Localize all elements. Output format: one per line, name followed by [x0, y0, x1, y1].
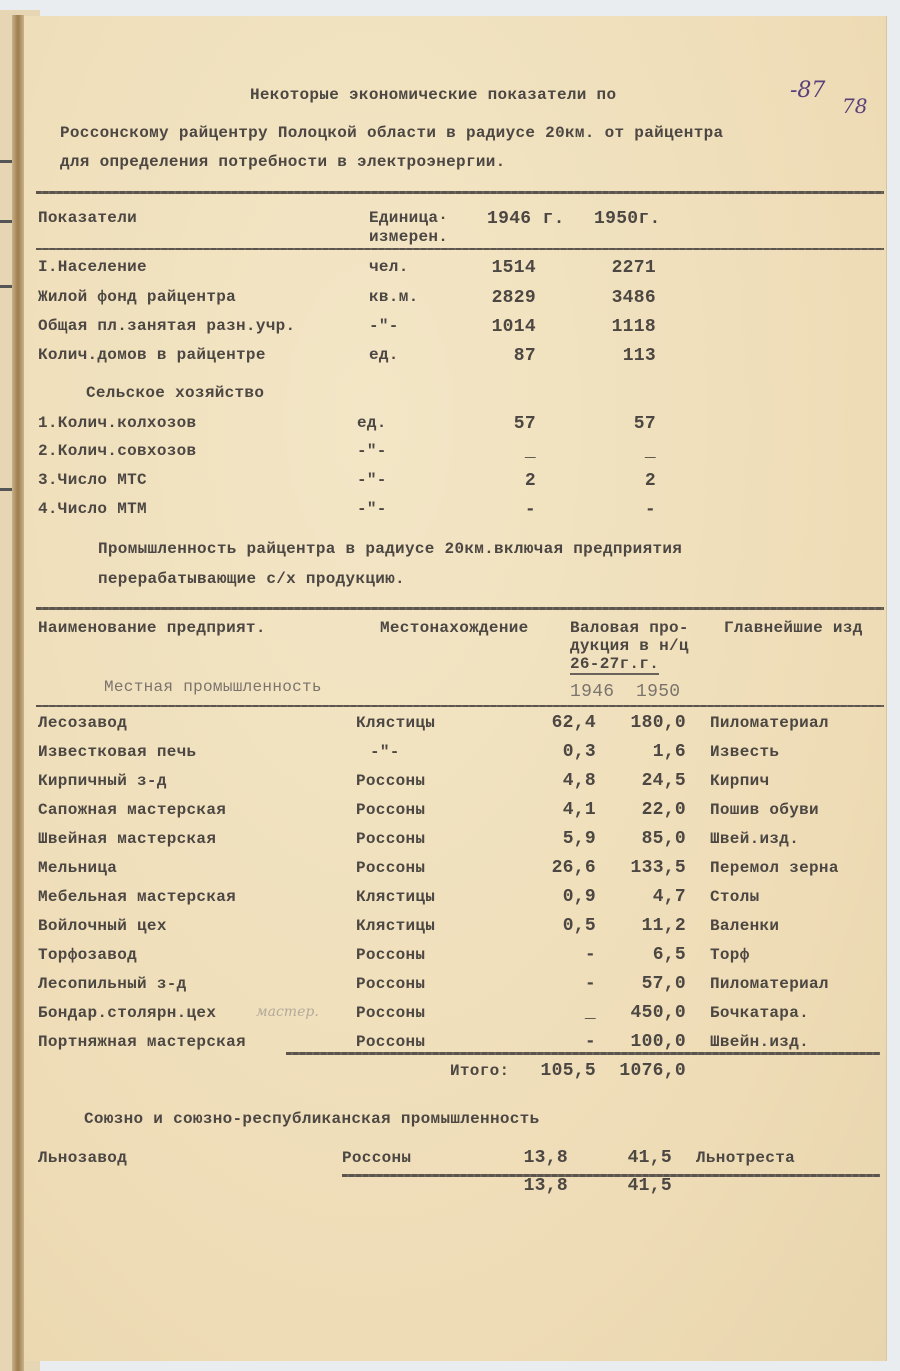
enterprise-name: Портняжная мастерская — [38, 1033, 246, 1051]
table1-row-1950: 1118 — [611, 317, 656, 337]
table2-header-products: Главнейшие изд — [724, 619, 863, 637]
total-label: Итого: — [450, 1062, 510, 1080]
enterprise-name: Торфозавод — [38, 946, 138, 964]
union-industry-heading: Союзно и союзно-республиканская промышленность — [84, 1110, 540, 1128]
enterprise-1946: 62,4 — [551, 713, 596, 733]
agri-row-name: 3.Число МТС — [38, 471, 147, 489]
enterprise-1950: 133,5 — [630, 858, 686, 878]
margin-mark — [0, 160, 12, 163]
enterprise-1950: 6,5 — [652, 945, 686, 965]
enterprise-1950: 180,0 — [630, 713, 686, 733]
table2-header-name: Наименование предприят. — [38, 619, 266, 637]
title-line-1: Некоторые экономические показатели по — [250, 86, 617, 104]
local-industry-heading: Местная промышленность — [104, 678, 322, 696]
agriculture-heading: Сельское хозяйство — [86, 384, 265, 402]
enterprise-location: Россоны — [356, 1004, 426, 1022]
table2-header-gross-2: дукция в н/ц — [570, 637, 689, 655]
enterprise-location: Россоны — [356, 830, 426, 848]
enterprise-1950: 11,2 — [641, 916, 686, 936]
enterprise-product: Пиломатериал — [710, 975, 829, 993]
enterprise-product: Валенки — [710, 917, 780, 935]
table1-header-1946: 1946 г. — [487, 209, 565, 229]
enterprise-product: Известь — [710, 743, 780, 761]
table1-row-1946: 1514 — [491, 258, 536, 278]
table1-row-1950: 2271 — [611, 258, 656, 278]
margin-mark — [0, 220, 12, 223]
agri-row-1946: 57 — [513, 414, 536, 434]
table1-header-indicator: Показатели — [38, 209, 138, 227]
enterprise-name: Кирпичный з-д — [38, 772, 167, 790]
enterprise-product: Бочкатара. — [710, 1004, 810, 1022]
agri-row-1946: 2 — [524, 471, 536, 491]
enterprise-location: Россоны — [356, 946, 426, 964]
enterprise-product: Кирпич — [710, 772, 770, 790]
enterprise-name: Швейная мастерская — [38, 830, 217, 848]
enterprise-location: Клястицы — [356, 917, 436, 935]
enterprise-location: Россоны — [356, 859, 426, 877]
enterprise-1946: - — [584, 945, 596, 965]
agri-row-unit: ед. — [357, 414, 387, 432]
table1-row-unit: чел. — [369, 258, 409, 276]
binding-spine — [12, 15, 24, 1371]
table1-header-rule — [36, 248, 884, 250]
enterprise-1950: 41,5 — [627, 1148, 672, 1168]
enterprise-1950: 24,5 — [641, 771, 686, 791]
enterprise-product: Торф — [710, 946, 750, 964]
enterprise-name: Войлочный цех — [38, 917, 167, 935]
enterprise-1950: 22,0 — [641, 800, 686, 820]
agri-row-name: 1.Колич.колхозов — [38, 414, 197, 432]
enterprise-1946: 0,9 — [562, 887, 596, 907]
enterprise-product: Льнотреста — [696, 1149, 796, 1167]
union-total-1950: 41,5 — [627, 1176, 672, 1196]
union-total-1946: 13,8 — [523, 1176, 568, 1196]
enterprise-location: -"- — [370, 743, 400, 761]
enterprise-name: Мельница — [38, 859, 118, 877]
enterprise-1946: - — [584, 974, 596, 994]
agri-row-name: 4.Число МТМ — [38, 500, 147, 518]
title-line-2: Россонскому райцентру Полоцкой области в радиусе 20км. от райцентра — [60, 124, 724, 142]
enterprise-1950: 4,7 — [652, 887, 686, 907]
enterprise-product: Швей.изд. — [710, 830, 800, 848]
agri-row-unit: -"- — [357, 471, 387, 489]
table1-top-rule — [36, 191, 884, 194]
handwritten-note: мастер. — [256, 1004, 319, 1020]
enterprise-location: Клястицы — [356, 888, 436, 906]
enterprise-location: Россоны — [356, 975, 426, 993]
total-1950: 1076,0 — [619, 1061, 686, 1081]
enterprise-name: Мебельная мастерская — [38, 888, 237, 906]
table1-row-unit: ед. — [369, 346, 399, 364]
agri-row-1950: 2 — [644, 471, 656, 491]
enterprise-product: Столы — [710, 888, 760, 906]
table1-header-1950: 1950г. — [594, 209, 661, 229]
enterprise-1946: 4,1 — [562, 800, 596, 820]
enterprise-1946: 0,5 — [562, 916, 596, 936]
subtotal-rule — [286, 1052, 880, 1055]
agri-row-unit: -"- — [357, 442, 387, 460]
document-page — [24, 16, 887, 1361]
table1-row-1946: 87 — [513, 346, 536, 366]
enterprise-location: Россоны — [356, 772, 426, 790]
table1-row-1946: 2829 — [491, 288, 536, 308]
enterprise-location: Клястицы — [356, 714, 436, 732]
enterprise-1950: 100,0 — [630, 1032, 686, 1052]
table1-row-name: I.Население — [38, 258, 147, 276]
title-line-3: для определения потребности в электроэнергии. — [60, 153, 506, 171]
table1-row-1950: 3486 — [611, 288, 656, 308]
agri-row-1946: - — [524, 500, 536, 520]
table2-header-gross: Валовая про- — [570, 619, 689, 637]
table1-row-unit: -"- — [369, 317, 399, 335]
enterprise-1946: 13,8 — [523, 1148, 568, 1168]
enterprise-product: Перемол зерна — [710, 859, 839, 877]
enterprise-1946: 4,8 — [562, 771, 596, 791]
table1-header-unit-2: измерен. — [369, 228, 449, 246]
enterprise-1950: 85,0 — [641, 829, 686, 849]
agri-row-1950: - — [644, 500, 656, 520]
table1-row-name: Жилой фонд райцентра — [38, 288, 237, 306]
enterprise-name: Сапожная мастерская — [38, 801, 227, 819]
enterprise-1946: _ — [584, 1003, 596, 1023]
industry-intro-line-1: Промышленность райцентра в радиусе 20км.включая предприятия — [98, 540, 683, 558]
agri-row-1946: _ — [524, 442, 536, 462]
agri-row-unit: -"- — [357, 500, 387, 518]
enterprise-1950: 1,6 — [652, 742, 686, 762]
archive-page-number: 78 — [842, 94, 868, 118]
table1-row-unit: кв.м. — [369, 288, 419, 306]
enterprise-1946: 0,3 — [562, 742, 596, 762]
enterprise-1946: 5,9 — [562, 829, 596, 849]
enterprise-name: Льнозавод — [38, 1149, 128, 1167]
table1-row-name: Общая пл.занятая разн.учр. — [38, 317, 296, 335]
table1-header-unit: Единица· — [369, 209, 449, 227]
enterprise-name: Лесопильный з-д — [38, 975, 187, 993]
table1-row-1950: 113 — [622, 346, 656, 366]
enterprise-location: Россоны — [342, 1149, 412, 1167]
table2-header-1950: 1950 — [636, 682, 681, 702]
enterprise-product: Пиломатериал — [710, 714, 829, 732]
total-1946: 105,5 — [540, 1061, 596, 1081]
table2-header-gross-3: 26-27г.г. — [570, 655, 660, 673]
archive-number: -87 — [790, 78, 826, 103]
agri-row-name: 2.Колич.совхозов — [38, 442, 197, 460]
enterprise-product: Швейн.изд. — [710, 1033, 810, 1051]
table2-header-1946: 1946 — [570, 682, 615, 702]
enterprise-name: Лесозавод — [38, 714, 128, 732]
table1-row-1946: 1014 — [491, 317, 536, 337]
table2-header-rule — [36, 705, 884, 707]
enterprise-1950: 57,0 — [641, 974, 686, 994]
table1-row-name: Колич.домов в райцентре — [38, 346, 266, 364]
enterprise-name: Бондар.столярн.цех — [38, 1004, 217, 1022]
enterprise-name: Известковая печь — [38, 743, 197, 761]
industry-intro-line-2: перерабатывающие с/х продукцию. — [98, 570, 405, 588]
enterprise-1946: - — [584, 1032, 596, 1052]
agri-row-1950: _ — [644, 442, 656, 462]
table2-top-rule — [36, 607, 884, 610]
enterprise-product: Пошив обуви — [710, 801, 819, 819]
agri-row-1950: 57 — [633, 414, 656, 434]
enterprise-location: Россоны — [356, 801, 426, 819]
enterprise-1946: 26,6 — [551, 858, 596, 878]
table2-header-location: Местонахождение — [380, 619, 529, 637]
margin-mark — [0, 488, 12, 491]
enterprise-1950: 450,0 — [630, 1003, 686, 1023]
margin-mark — [0, 285, 12, 288]
enterprise-location: Россоны — [356, 1033, 426, 1051]
